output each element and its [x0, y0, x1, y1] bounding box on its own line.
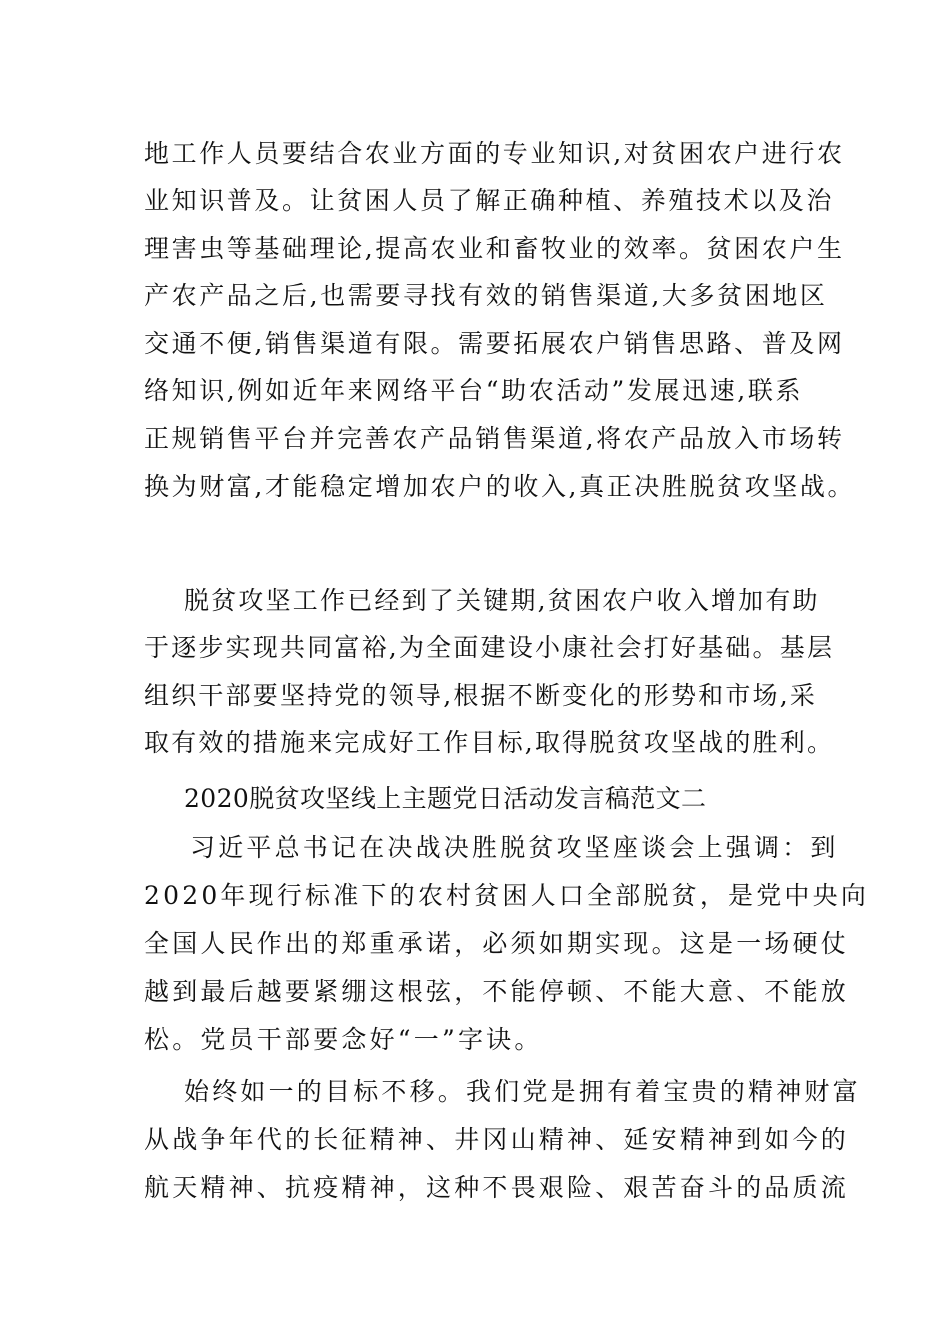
paragraph-line: 习近平总书记在决战决胜脱贫攻坚座谈会上强调：到: [190, 833, 839, 862]
paragraph-line: 交通不便,销售渠道有限。需要拓展农户销售思路、普及网: [144, 329, 845, 358]
paragraph-line: 松。党员干部要念好“一”字诀。: [144, 1025, 543, 1054]
paragraph-line: 地工作人员要结合农业方面的专业知识,对贫困农户进行农: [144, 139, 845, 168]
paragraph-line: 业知识普及。让贫困人员了解正确种植、养殖技术以及治: [144, 186, 835, 215]
paragraph-line: 产农产品之后,也需要寻找有效的销售渠道,大多贫困地区: [144, 281, 828, 310]
paragraph-line: 从战争年代的长征精神、井冈山精神、延安精神到如今的: [144, 1125, 850, 1154]
paragraph-line: 于逐步实现共同富裕,为全面建设小康社会打好基础。基层: [144, 633, 835, 662]
paragraph-line: 2020年现行标准下的农村贫困人口全部脱贫，是党中央向: [144, 881, 870, 910]
paragraph-line: 脱贫攻坚工作已经到了关键期,贫困农户收入增加有助: [184, 586, 820, 615]
paragraph-line: 始终如一的目标不移。我们党是拥有着宝贵的精神财富: [184, 1077, 861, 1106]
paragraph-line: 换为财富,才能稳定增加农户的收入,真正决胜脱贫攻坚战。: [144, 472, 856, 501]
paragraph-line: 组织干部要坚持党的领导,根据不断变化的形势和市场,采: [144, 681, 818, 710]
paragraph-line: 正规销售平台并完善农产品销售渠道,将农产品放入市场转: [144, 424, 845, 453]
paragraph-line: 航天精神、抗疫精神，这种不畏艰险、艰苦奋斗的品质流: [144, 1173, 850, 1202]
paragraph-line: 取有效的措施来完成好工作目标,取得脱贫攻坚战的胜利。: [144, 728, 835, 757]
paragraph-line: 络知识,例如近年来网络平台“助农活动”发展迅速,联系: [144, 376, 804, 405]
paragraph-line: 全国人民作出的郑重承诺，必须如期实现。这是一场硬仗: [144, 929, 850, 958]
paragraph-line: 越到最后越要紧绷这根弦，不能停顿、不能大意、不能放: [144, 977, 850, 1006]
section-heading: 2020脱贫攻坚线上主题党日活动发言稿范文二: [184, 784, 707, 813]
paragraph-line: 理害虫等基础理论,提高农业和畜牧业的效率。贫困农户生: [144, 234, 845, 263]
